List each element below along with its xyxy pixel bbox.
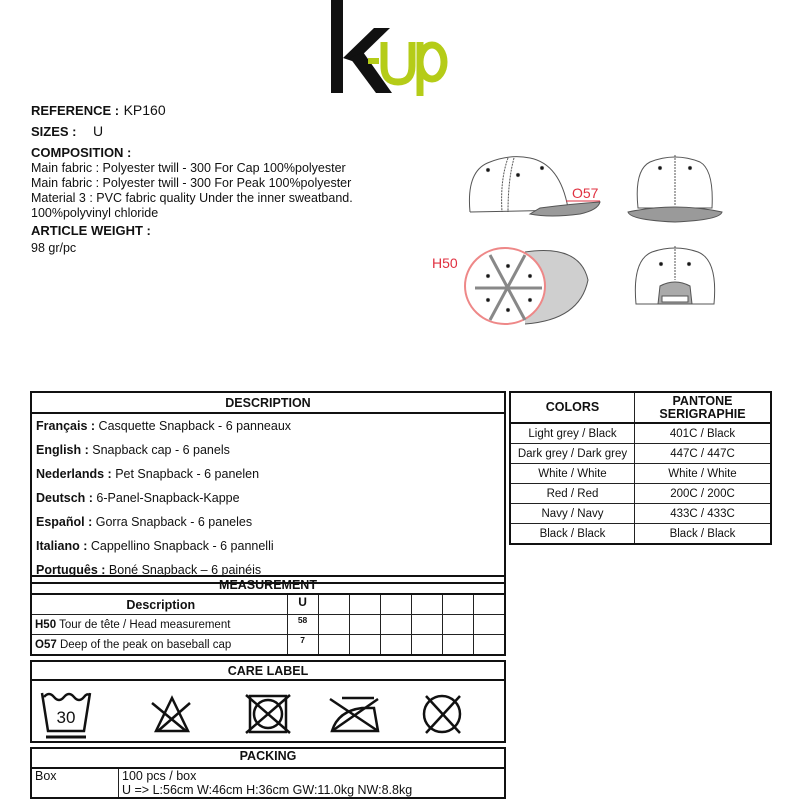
pantone-value: Black / Black — [635, 524, 772, 545]
lang-label: Français : — [36, 419, 96, 433]
measurement-description-header: Description — [31, 594, 287, 615]
pantone-value: White / White — [635, 464, 772, 484]
lang-text: Pet Snapback - 6 panelen — [111, 467, 260, 481]
measurement-text: Deep of the peak on baseball cap — [56, 638, 232, 651]
lang-label: Deutsch : — [36, 491, 93, 505]
wash-temp: 30 — [56, 708, 76, 727]
lang-text: Snapback cap - 6 panels — [88, 443, 230, 457]
measurement-code: O57 — [35, 638, 57, 651]
no-bleach-icon — [152, 698, 190, 731]
packing-title: PACKING — [31, 748, 505, 768]
color-name: Light grey / Black — [510, 423, 635, 444]
empty-cell — [442, 615, 473, 635]
reference-label: REFERENCE : — [31, 103, 120, 118]
sizes-label: SIZES : — [31, 124, 77, 139]
lang-text: 6-Panel-Snapback-Kappe — [92, 491, 240, 505]
peak-measure-label: O57 — [572, 185, 599, 201]
measurement-row — [31, 635, 505, 656]
pantone-value: 447C / 447C — [635, 444, 772, 464]
composition-line: Material 3 : PVC fabric quality Under the inner sweatband. — [31, 191, 353, 205]
empty-cell — [349, 615, 380, 635]
cap-technical-drawings — [430, 140, 730, 340]
weight-value: 98 gr/pc — [31, 241, 77, 255]
description-row — [31, 438, 505, 462]
lang-text: Casquette Snapback - 6 panneaux — [95, 419, 292, 433]
no-tumble-dry-icon — [246, 695, 290, 733]
empty-cell — [380, 615, 411, 635]
care-label-title: CARE LABEL — [31, 661, 505, 680]
no-dry-clean-icon — [424, 696, 460, 733]
measurement-size-header: U — [287, 594, 318, 615]
lang-text: Boné Snapback – 6 painéis — [105, 563, 262, 577]
weight-label: ARTICLE WEIGHT : — [31, 223, 151, 238]
composition-line: Main fabric : Polyester twill - 300 For Cap 100%polyester — [31, 161, 346, 175]
color-row — [510, 423, 771, 444]
packing-line: 100 pcs / box — [122, 769, 197, 783]
colors-header: COLORS — [510, 392, 635, 423]
packing-unit: Box — [31, 768, 119, 798]
empty-cell — [318, 635, 349, 656]
color-row — [510, 524, 771, 545]
color-row — [510, 484, 771, 504]
packing-details — [119, 768, 506, 798]
description-row — [31, 462, 505, 486]
description-title: DESCRIPTION — [31, 392, 505, 413]
color-row — [510, 504, 771, 524]
packing-line: U => L:56cm W:46cm H:36cm GW:11.0kg NW:8.8kg — [122, 783, 413, 797]
cap-front-view — [628, 155, 722, 222]
composition-list — [31, 161, 353, 221]
packing-row — [31, 768, 505, 798]
logo-p — [420, 42, 444, 96]
measurement-row — [31, 615, 505, 635]
cap-back-view — [635, 246, 714, 304]
empty-cell — [380, 594, 411, 615]
empty-cell — [473, 635, 505, 656]
sizes-line — [31, 123, 103, 141]
description-table — [30, 391, 506, 584]
packing-table — [30, 747, 506, 799]
empty-cell — [473, 594, 505, 615]
measurement-value: 58 — [287, 615, 318, 635]
empty-cell — [411, 615, 442, 635]
color-name: Red / Red — [510, 484, 635, 504]
color-row — [510, 464, 771, 484]
empty-cell — [411, 635, 442, 656]
lang-label: English : — [36, 443, 89, 457]
empty-cell — [380, 635, 411, 656]
empty-cell — [318, 594, 349, 615]
color-name: Navy / Navy — [510, 504, 635, 524]
measurement-text: Tour de tête / Head measurement — [56, 618, 231, 631]
colors-table — [509, 391, 772, 545]
composition-line: 100%polyvinyl chloride — [31, 206, 159, 220]
lang-label: Italiano : — [36, 539, 88, 553]
description-row — [31, 413, 505, 438]
lang-text: Gorra Snapback - 6 paneles — [92, 515, 253, 529]
empty-cell — [442, 635, 473, 656]
empty-cell — [411, 594, 442, 615]
no-iron-icon — [330, 698, 378, 731]
measurement-header-row — [31, 594, 505, 615]
pantone-value: 200C / 200C — [635, 484, 772, 504]
care-label-table — [30, 660, 506, 743]
cap-under-view — [465, 248, 588, 324]
peak-measure — [566, 185, 600, 201]
sizes-value: U — [92, 123, 104, 139]
measurement-code: H50 — [35, 618, 57, 631]
reference-line — [31, 102, 166, 120]
lang-label: Español : — [36, 515, 93, 529]
color-row — [510, 444, 771, 464]
description-row — [31, 486, 505, 510]
composition-label: COMPOSITION : — [31, 145, 132, 160]
care-symbols — [32, 681, 502, 741]
measurement-value: 7 — [287, 635, 318, 656]
color-name: Dark grey / Dark grey — [510, 444, 635, 464]
head-measure-label: H50 — [432, 255, 458, 271]
pantone-header: PANTONE SERIGRAPHIE — [635, 392, 772, 423]
empty-cell — [349, 635, 380, 656]
empty-cell — [318, 615, 349, 635]
logo-u — [384, 42, 412, 82]
empty-cell — [442, 594, 473, 615]
color-name: Black / Black — [510, 524, 635, 545]
composition-line: Main fabric : Polyester twill - 300 For Peak 100%polyester — [31, 176, 352, 190]
lang-label: Nederlands : — [36, 467, 112, 481]
empty-cell — [473, 615, 505, 635]
logo-dash — [368, 58, 379, 64]
description-row — [31, 534, 505, 558]
pantone-value: 401C / Black — [635, 423, 772, 444]
brand-logo — [328, 0, 448, 98]
wash-30-icon — [42, 693, 90, 737]
measurement-title: MEASUREMENT — [31, 576, 505, 594]
empty-cell — [349, 594, 380, 615]
measurement-table — [30, 575, 506, 656]
description-row — [31, 510, 505, 534]
lang-label: Português : — [36, 563, 106, 577]
pantone-value: 433C / 433C — [635, 504, 772, 524]
lang-text: Cappellino Snapback - 6 pannelli — [87, 539, 274, 553]
color-name: White / White — [510, 464, 635, 484]
reference-value: KP160 — [123, 102, 166, 118]
